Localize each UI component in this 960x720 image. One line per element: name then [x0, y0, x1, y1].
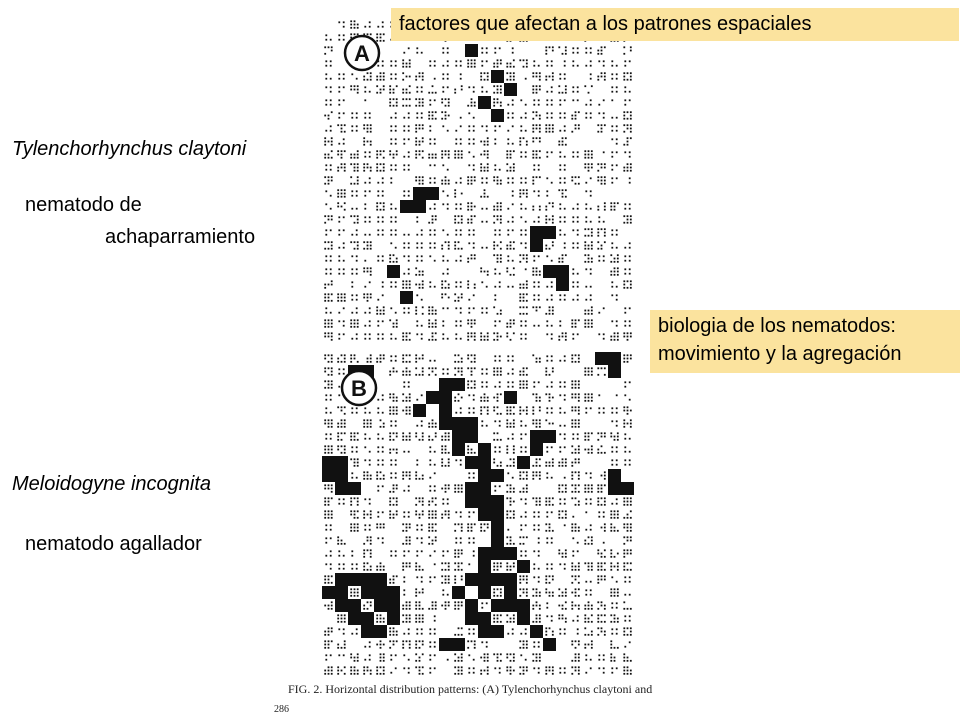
biology-callout-line2: movimiento y la agregación [658, 343, 902, 365]
solid-cell [465, 430, 478, 443]
solid-cell [478, 443, 491, 456]
solid-cell [452, 430, 465, 443]
solid-cell [335, 469, 348, 482]
species-a-common-line2: achaparramiento [105, 226, 256, 248]
solid-cell [452, 586, 465, 599]
solid-cell [491, 521, 504, 534]
solid-cell [426, 391, 439, 404]
solid-cell [517, 456, 530, 469]
solid-cell [413, 404, 426, 417]
solid-cell [387, 586, 400, 599]
solid-cell [478, 508, 491, 521]
solid-cell [413, 200, 426, 213]
solid-cell [348, 612, 361, 625]
solid-cell [348, 599, 361, 612]
panel-a-marker [345, 36, 379, 70]
solid-cell [465, 495, 478, 508]
solid-cell [621, 482, 634, 495]
solid-cell [361, 612, 374, 625]
solid-cell [478, 469, 491, 482]
solid-cell [335, 586, 348, 599]
panel-a-label: A [354, 41, 370, 66]
solid-cell [530, 625, 543, 638]
solid-cell [361, 573, 374, 586]
solid-cell [491, 70, 504, 83]
solid-cell [439, 391, 452, 404]
solid-cell [374, 586, 387, 599]
solid-cell [452, 638, 465, 651]
solid-cell [530, 226, 543, 239]
solid-cell [387, 599, 400, 612]
solid-cell [465, 612, 478, 625]
solid-cell [478, 625, 491, 638]
solid-cell [478, 96, 491, 109]
title-callout [391, 8, 959, 41]
solid-cell [322, 586, 335, 599]
solid-cell [478, 547, 491, 560]
solid-cell [504, 547, 517, 560]
solid-cell [504, 599, 517, 612]
solid-cell [400, 291, 413, 304]
solid-cell [530, 239, 543, 252]
biology-callout-line1: biologia de los nematodos: [658, 315, 896, 337]
solid-cell [374, 573, 387, 586]
panel-b-marker [342, 371, 376, 405]
solid-cell [452, 378, 465, 391]
solid-cell [348, 573, 361, 586]
solid-cell [517, 612, 530, 625]
solid-cell [400, 200, 413, 213]
solid-cell [608, 365, 621, 378]
solid-cell [335, 482, 348, 495]
solid-cell [335, 456, 348, 469]
solid-cell [322, 456, 335, 469]
solid-cell [504, 573, 517, 586]
solid-cell [439, 417, 452, 430]
solid-cell [543, 226, 556, 239]
solid-cell [504, 391, 517, 404]
solid-cell [478, 612, 491, 625]
solid-cell [452, 417, 465, 430]
solid-cell [478, 560, 491, 573]
species-a-name: Tylenchorhynchus claytoni [12, 138, 247, 160]
solid-cell [387, 265, 400, 278]
solid-cell [491, 469, 504, 482]
distribution-figure [240, 0, 720, 720]
solid-cell [491, 573, 504, 586]
solid-cell [335, 573, 348, 586]
solid-cell [478, 482, 491, 495]
solid-cell [465, 456, 478, 469]
solid-cell [387, 612, 400, 625]
figure-caption: FIG. 2. Horizontal distribution patterns: (A) Tylenchorhynchus claytoni and [288, 682, 653, 696]
solid-cell [491, 547, 504, 560]
page-number: 286 [274, 704, 289, 715]
solid-cell [361, 586, 374, 599]
solid-cell [374, 599, 387, 612]
solid-cell [465, 599, 478, 612]
solid-cell [517, 599, 530, 612]
title-callout-text: factores que afectan a los patrones espaciales [399, 13, 812, 35]
solid-cell [478, 573, 491, 586]
solid-cell [335, 599, 348, 612]
solid-cell [452, 443, 465, 456]
species-b-common: nematodo agallador [25, 533, 202, 555]
solid-cell [608, 352, 621, 365]
solid-cell [491, 109, 504, 122]
solid-cell [556, 278, 569, 291]
solid-cell [491, 534, 504, 547]
solid-cell [465, 573, 478, 586]
distribution-map [240, 0, 720, 720]
solid-cell [595, 352, 608, 365]
solid-cell [530, 430, 543, 443]
species-a-common-line1: nematodo de [25, 194, 142, 216]
solid-cell [530, 443, 543, 456]
biology-callout [650, 310, 960, 373]
solid-cell [543, 638, 556, 651]
panel-b-label: B [351, 376, 367, 401]
solid-cell [608, 482, 621, 495]
solid-cell [465, 44, 478, 57]
solid-cell [491, 599, 504, 612]
solid-cell [504, 83, 517, 96]
solid-cell [608, 469, 621, 482]
solid-cell [543, 265, 556, 278]
solid-cell [361, 625, 374, 638]
solid-cell [465, 417, 478, 430]
solid-cell [439, 404, 452, 417]
solid-cell [465, 482, 478, 495]
solid-cell [426, 187, 439, 200]
solid-cell [439, 378, 452, 391]
solid-cell [322, 469, 335, 482]
species-b-name: Meloidogyne incognita [12, 473, 212, 495]
solid-cell [517, 560, 530, 573]
solid-cell [504, 586, 517, 599]
solid-cell [413, 187, 426, 200]
solid-cell [491, 508, 504, 521]
solid-cell [348, 482, 361, 495]
solid-cell [478, 586, 491, 599]
solid-cell [374, 625, 387, 638]
solid-cell [439, 638, 452, 651]
solid-cell [491, 495, 504, 508]
solid-cell [543, 430, 556, 443]
solid-cell [478, 495, 491, 508]
solid-cell [491, 625, 504, 638]
solid-cell [478, 456, 491, 469]
solid-cell [556, 265, 569, 278]
